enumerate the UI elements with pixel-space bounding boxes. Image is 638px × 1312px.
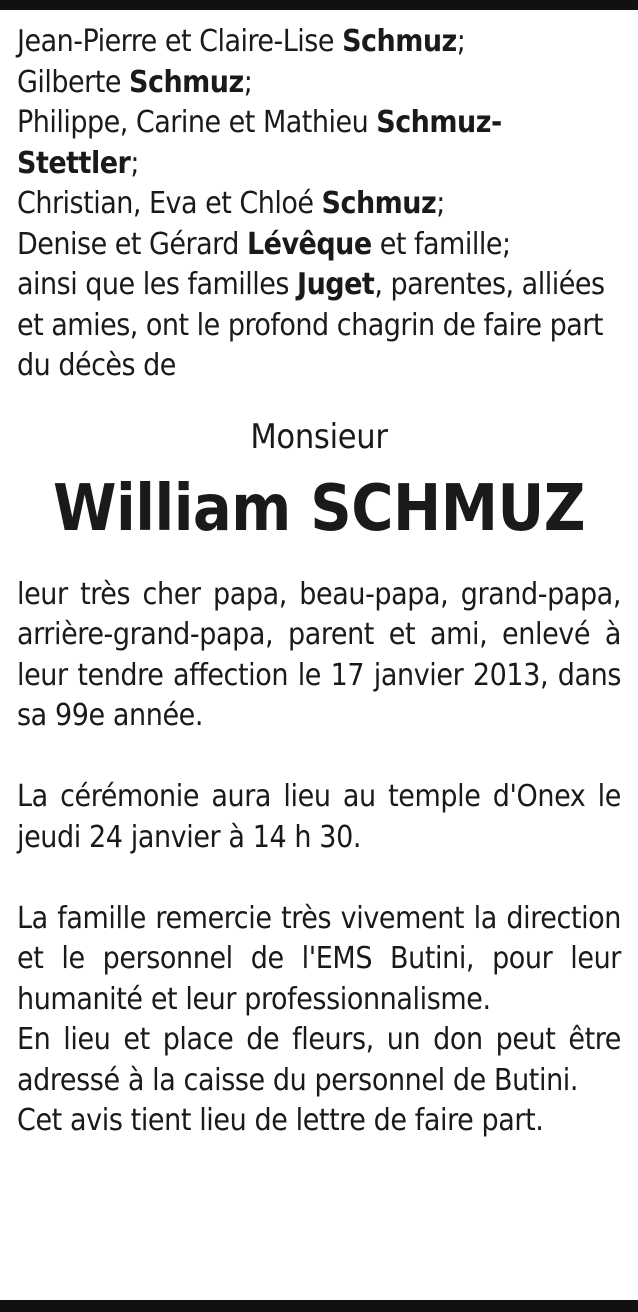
paragraph-spacer [17, 858, 621, 899]
top-rule [0, 0, 638, 10]
intro-suffix: et famille; [371, 226, 511, 262]
intro-text: Jean-Pierre et Claire-Lise [17, 24, 343, 59]
family-surname: Schmuz-Stettler [17, 105, 502, 181]
family-surname: Schmuz [129, 64, 244, 100]
bottom-rule [0, 1300, 638, 1312]
intro-text: Philippe, Carine et Mathieu [17, 105, 377, 140]
intro-line [17, 225, 621, 266]
honorific-title: Monsieur [250, 416, 388, 457]
family-intro [17, 22, 621, 387]
thanks-paragraph: La famille remercie très vivement la direction et le personnel de l'EMS Butini, pour leur humanité et leur professionnalisme. [17, 900, 621, 1017]
intro-suffix: ; [243, 64, 253, 100]
closing-line: Cet avis tient lieu de lettre de faire part. [17, 1103, 544, 1138]
intro-line [17, 184, 621, 225]
intro-text: ainsi que les familles [17, 267, 298, 302]
donation-paragraph: En lieu et place de fleurs, un don peut être adressé à la caisse du personnel de Butini. [17, 1022, 621, 1098]
family-surname: Juget [297, 267, 375, 302]
obituary-notice [17, 22, 621, 1142]
announcement-paragraph: leur très cher papa, beau-papa, grand-papa, arrière-grand-papa, parent et ami, enlevé à leur tendre affection le 17 janvier 2013, dans sa 99e année. [17, 576, 621, 733]
family-surname: Schmuz [321, 186, 437, 221]
intro-line [17, 63, 621, 104]
intro-suffix: ; [130, 145, 139, 181]
deceased-name: William SCHMUZ [53, 471, 585, 546]
intro-text: Gilberte [17, 64, 130, 100]
intro-line [17, 265, 621, 387]
intro-line [17, 103, 621, 184]
ceremony-paragraph: La cérémonie aura lieu au temple d'Onex le jeudi 24 janvier à 14 h 30. [17, 779, 621, 855]
paragraph-spacer [17, 737, 621, 778]
family-surname: Lévêque [246, 226, 372, 262]
intro-text: Christian, Eva et Chloé [17, 186, 322, 221]
intro-suffix: ; [456, 24, 466, 59]
intro-suffix: , parentes, alliées et amies, ont le profond chagrin de faire part du décès de [17, 267, 605, 383]
family-surname: Schmuz [342, 24, 457, 59]
intro-line [17, 22, 621, 63]
intro-suffix: ; [436, 186, 445, 221]
intro-text: Denise et Gérard [17, 226, 247, 262]
